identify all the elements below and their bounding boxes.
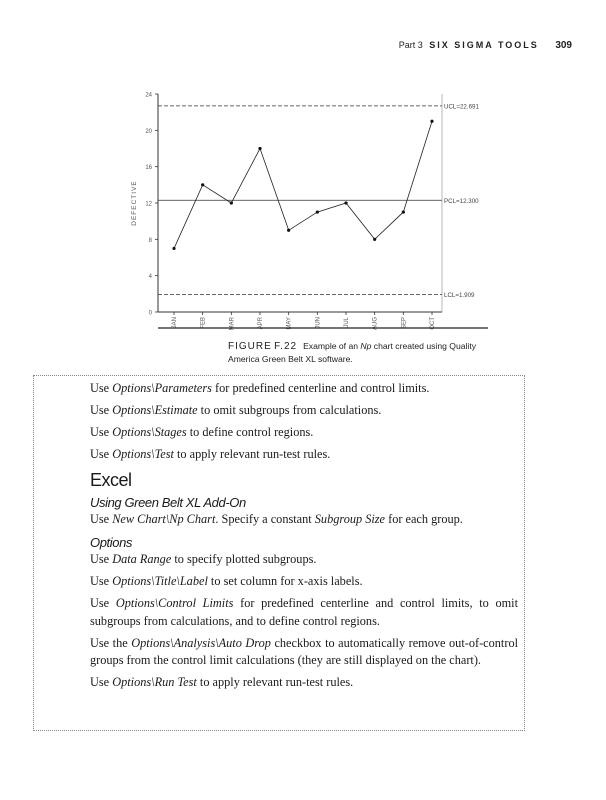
data-point [316,210,319,213]
x-tick-label: MAY [286,317,293,330]
y-tick-label: 20 [145,128,152,135]
x-tick-label: OCT [430,317,436,330]
minitab-line: Use Options\Parameters for predefined centerline and control limits. [90,381,430,395]
data-point [230,201,233,204]
y-tick-label: 16 [145,165,152,172]
y-tick-label: 0 [148,310,152,317]
figure-number: F.22 [274,341,298,352]
excel-subheading: Using Green Belt XL Add-On [90,494,246,510]
x-tick-label: JUN [315,317,322,329]
np-chart-svg [126,86,492,330]
caption-text-2: chart created using Quality America Green Belt XL software. [228,341,477,364]
x-tick-label: JAN [172,317,178,329]
instructions-content [90,380,518,696]
data-point [258,147,261,150]
x-tick-label: FEB [200,317,207,329]
excel-heading: Excel [90,470,132,491]
minitab-line: Use Options\Stages to define control regions. [90,425,314,439]
data-point [344,201,347,204]
data-point [172,247,175,250]
data-point [402,210,405,213]
section-title: SIX SIGMA TOOLS [429,40,539,50]
running-head [0,40,572,51]
x-tick-label: MAR [229,317,236,330]
data-point [287,229,290,232]
x-tick-label: JUL [344,317,350,328]
ucl-label: UCL=22.691 [444,103,479,111]
option-line: Use Options\Title\Label to set column for x-axis labels. [90,574,363,589]
minitab-line: Use Options\Estimate to omit subgroups from calculations. [90,403,382,417]
lcl-label: LCL=1.909 [444,292,475,300]
y-tick-label: 24 [145,92,152,99]
figure-word: FIGURE [228,341,272,352]
y-tick-label: 12 [145,201,152,208]
x-tick-label: SEP [401,317,408,330]
figure-caption [228,340,488,365]
part-label: Part 3 [398,40,423,50]
page-number: 309 [555,40,572,51]
y-axis-label: DEFECTIVE [131,180,138,226]
options-heading: Options [90,535,133,551]
pcl-label: PCL=12.300 [444,197,479,205]
option-line: Use Data Range to specify plotted subgroups. [90,552,317,567]
data-point [201,183,204,186]
minitab-line: Use Options\Test to apply relevant run-test rules. [90,447,331,461]
option-line: Use Options\Control Limits for predefined centerline and control limits, to omit subgroups from calculations, and to define control regions. [90,596,519,628]
option-line: Use the Options\Analysis\Auto Drop checkbox to automatically remove out-of-control groups from the control limit calculations (they are still displayed on the chart). [90,635,519,668]
x-tick-label: AUG [372,317,379,330]
y-tick-label: 8 [148,237,152,244]
data-series-line [174,121,432,248]
caption-text-1: Example of an [303,341,361,351]
caption-text-italic: Np [360,341,372,351]
y-tick-label: 4 [148,274,152,281]
data-point [430,120,433,123]
x-tick-label: APR [258,317,264,330]
option-line: Use Options\Run Test to apply relevant run-test rules. [90,675,354,690]
excel-line: Use New Chart\Np Chart. Specify a constant Subgroup Size for each group. [90,511,463,526]
data-point [373,238,376,241]
np-chart [126,86,492,330]
